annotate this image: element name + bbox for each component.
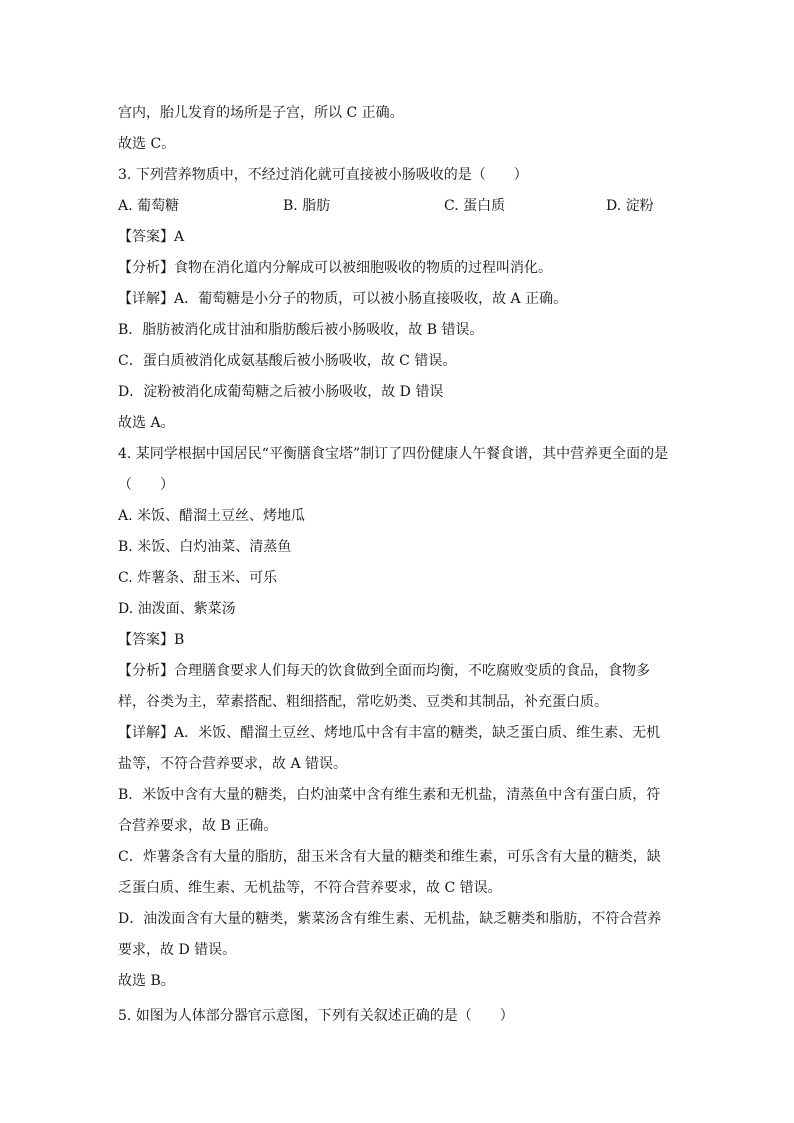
explanation-line: C．炸薯条含有大量的脂肪，甜玉米含有大量的糖类和维生素，可乐含有大量的糖类，缺 [118,849,661,865]
option-b: B. 脂肪 [283,198,331,214]
answer-line: 【答案】B [118,632,185,648]
explanation-line: 【详解】A．葡萄糖是小分子的物质，可以被小肠直接吸收，故 A 正确。 [118,291,568,307]
question-3-stem: 3. 下列营养物质中，不经过消化就可直接被小肠吸收的是（ ） [118,167,528,183]
choice-line: 故选 B。 [118,973,175,989]
analysis-line: 【分析】合理膳食要求人们每天的饮食做到全面而均衡，不吃腐败变质的食品，食物多 [118,663,650,679]
explanation-line: 【详解】A．米饭、醋溜土豆丝、烤地瓜中含有丰富的糖类，缺乏蛋白质、维生素、无机 [118,725,661,741]
explanation-line: 要求，故 D 错误。 [118,942,237,958]
analysis-line: 【分析】食物在消化道内分解成可以被细胞吸收的物质的过程叫消化。 [118,260,552,276]
option-c: C. 蛋白质 [444,198,506,214]
explanation-line: D．淀粉被消化成葡萄糖之后被小肠吸收，故 D 错误 [118,384,444,400]
option-d: D. 油泼面、紫菜汤 [118,601,236,617]
option-b: B. 米饭、白灼油菜、清蒸鱼 [118,539,292,555]
question-5-stem: 5. 如图为人体部分器官示意图，下列有关叙述正确的是（ ） [118,1008,514,1024]
explanation-line: B．脂肪被消化成甘油和脂肪酸后被小肠吸收，故 B 错误。 [118,322,484,338]
choice-line: 故选 A。 [118,415,175,431]
answer-line: 【答案】A [118,229,185,245]
explanation-line: B．米饭中含有大量的糖类，白灼油菜中含有维生素和无机盐，清蒸鱼中含有蛋白质，符 [118,787,661,803]
option-c: C. 炸薯条、甜玉米、可乐 [118,570,278,586]
text-line: 宫内，胎儿发育的场所是子宫，所以 C 正确。 [118,105,404,121]
option-a: A. 葡萄糖 [118,198,180,214]
explanation-line: 合营养要求，故 B 正确。 [118,818,278,834]
analysis-line: 样，谷类为主，荤素搭配、粗细搭配，常吃奶类、豆类和其制品，补充蛋白质。 [118,694,608,710]
option-d: D. 淀粉 [606,198,654,214]
question-4-stem: 4. 某同学根据中国居民“平衡膳食宝塔”制订了四份健康人午餐食谱，其中营养更全面的是 [118,446,669,462]
explanation-line: C．蛋白质被消化成氨基酸后被小肠吸收，故 C 错误。 [118,353,457,369]
question-4-stem-cont: （ ） [118,477,174,493]
explanation-line: 盐等，不符合营养要求，故 A 错误。 [118,756,348,772]
text-line: 故选 C。 [118,136,176,152]
question-3-options [118,197,678,215]
explanation-line: D．油泼面含有大量的糖类，紫菜汤含有维生素、无机盐，缺乏糖类和脂肪，不符合营养 [118,911,662,927]
option-a: A. 米饭、醋溜土豆丝、烤地瓜 [118,508,306,524]
explanation-line: 乏蛋白质、维生素、无机盐等，不符合营养要求，故 C 错误。 [118,880,502,896]
